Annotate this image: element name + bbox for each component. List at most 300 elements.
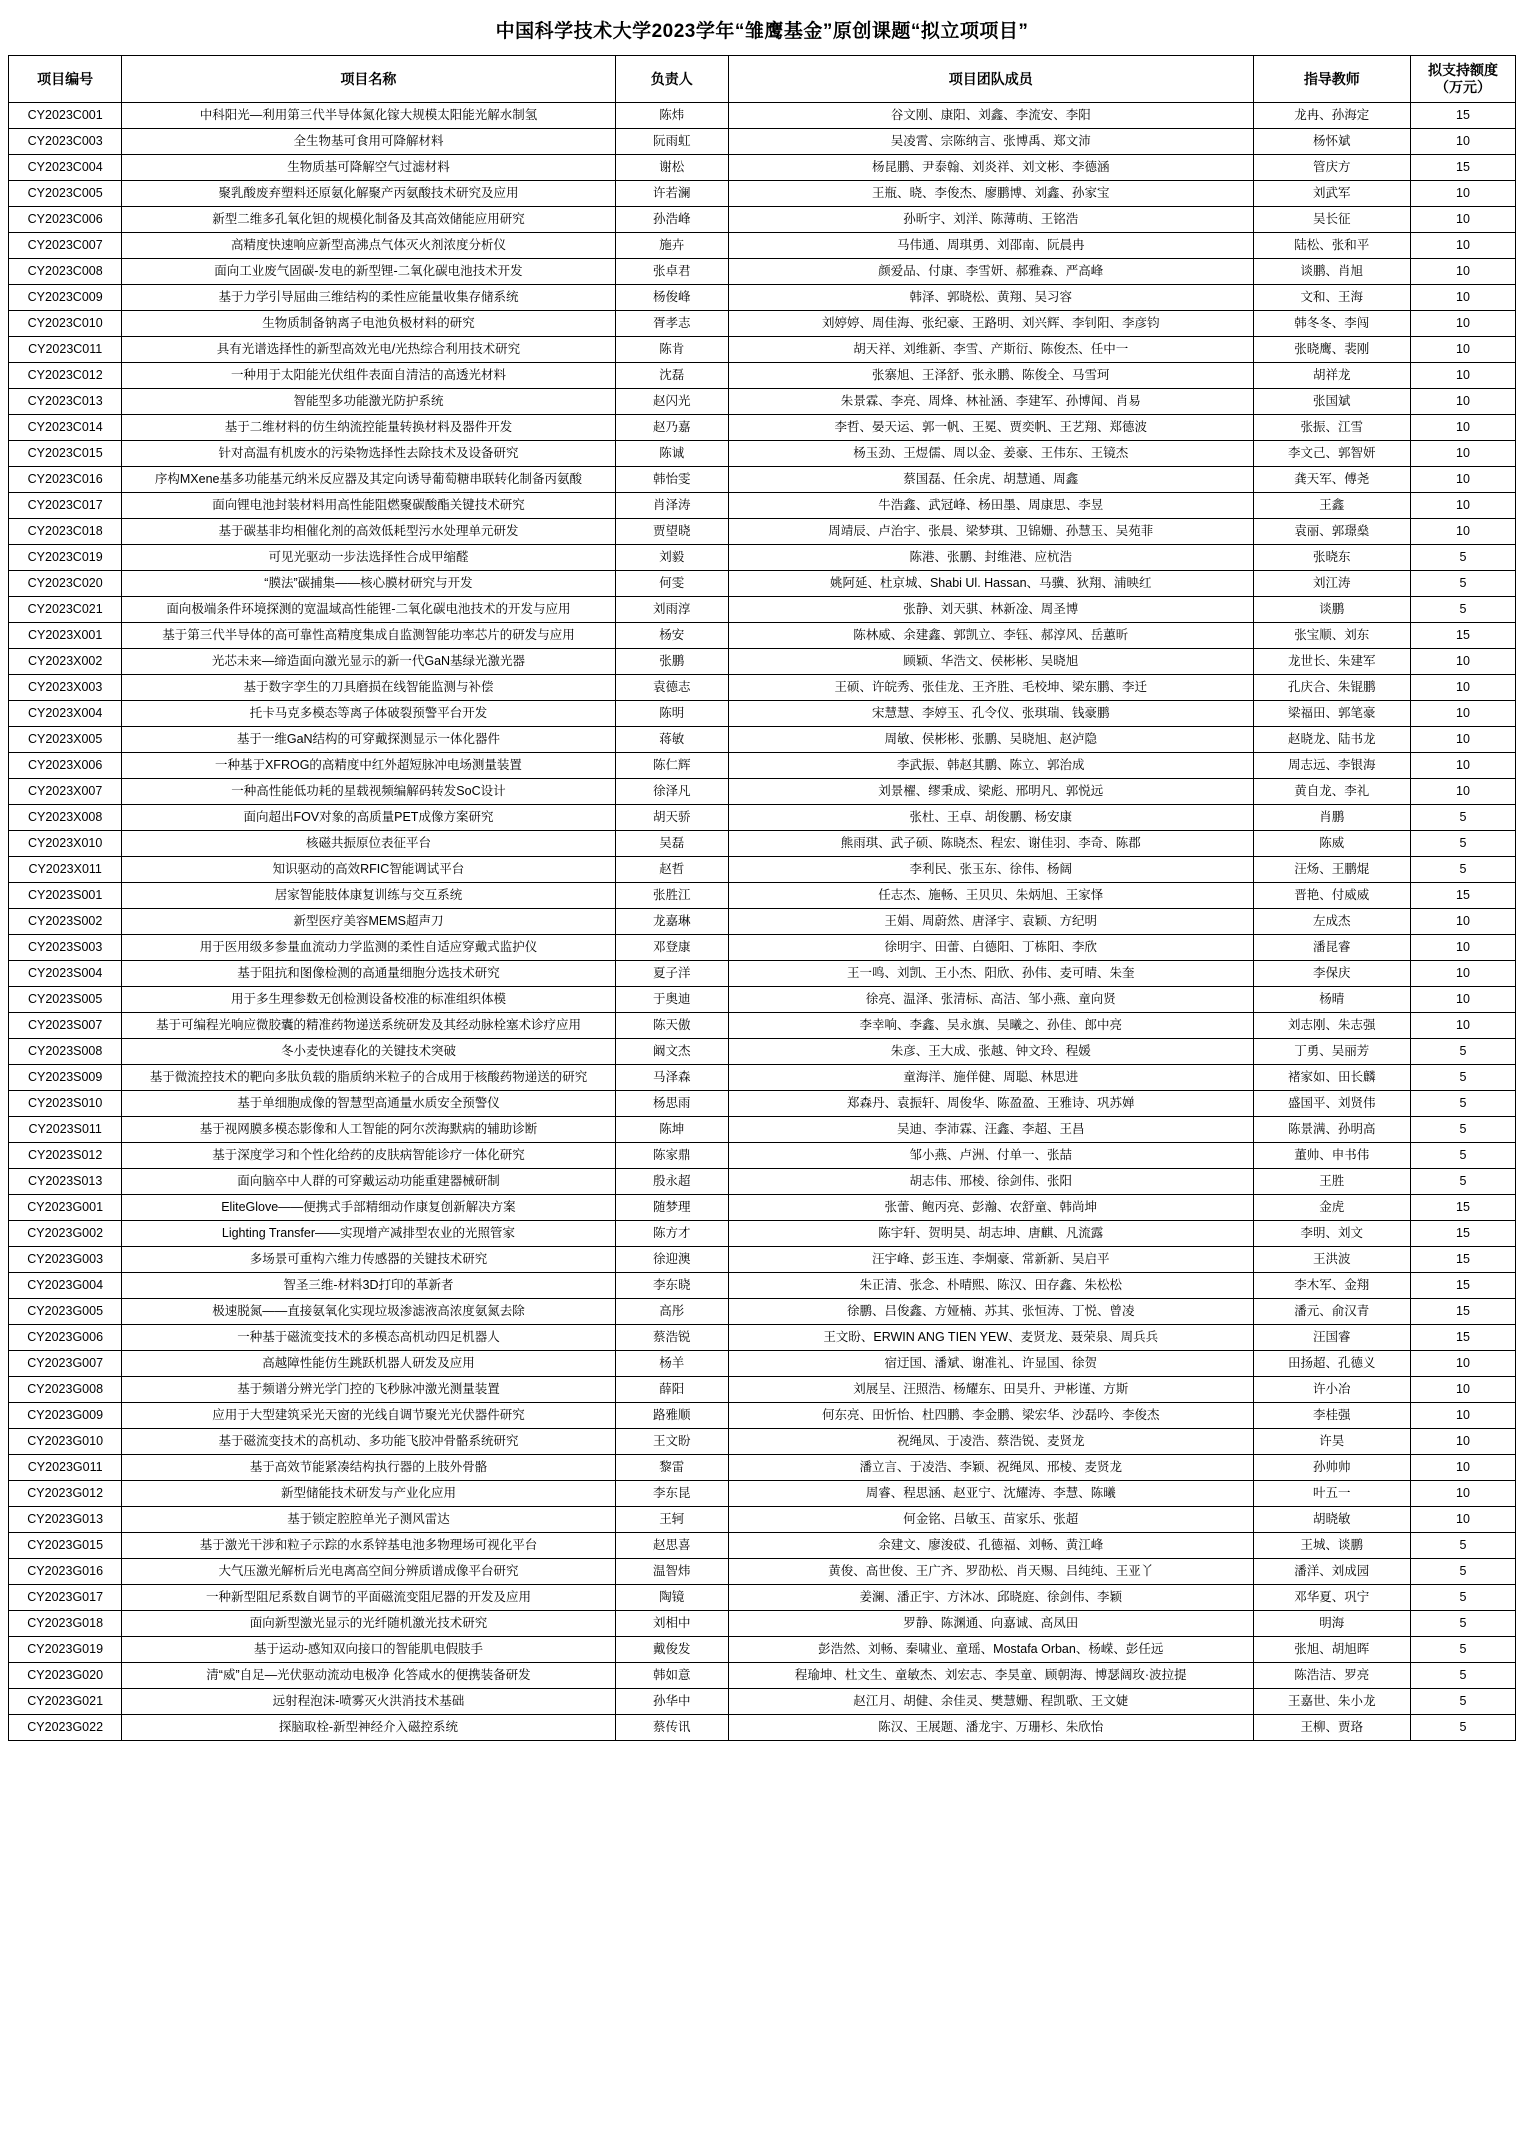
cell-project-mentor: 孙帅帅 [1253,1455,1410,1481]
cell-project-mentor: 左成杰 [1253,909,1410,935]
cell-project-name: 基于一维GaN结构的可穿戴探测显示一体化器件 [122,727,615,753]
cell-project-name: 基于锁定腔腔单光子测风雷达 [122,1507,615,1533]
cell-project-leader: 徐泽凡 [615,779,728,805]
table-row [9,1169,1516,1195]
cell-project-name: 新型二维多孔氧化钽的规模化制备及其高效储能应用研究 [122,207,615,233]
cell-project-team: 彭浩然、刘畅、秦啸业、童瑶、Mostafa Orban、杨嵘、彭任远 [728,1637,1253,1663]
cell-project-fund: 10 [1411,129,1516,155]
cell-project-leader: 陈坤 [615,1117,728,1143]
cell-project-leader: 陈家鼎 [615,1143,728,1169]
cell-project-name: 基于高效节能紧凑结构执行器的上肢外骨骼 [122,1455,615,1481]
cell-project-leader: 刘雨淳 [615,597,728,623]
cell-project-team: 陈宇轩、贺明昊、胡志坤、唐麒、凡流露 [728,1221,1253,1247]
cell-project-mentor: 李明、刘文 [1253,1221,1410,1247]
cell-project-name: 光芯未来—缔造面向激光显示的新一代GaN基绿光激光器 [122,649,615,675]
table-row [9,961,1516,987]
cell-project-leader: 胥孝志 [615,311,728,337]
cell-project-code: CY2023C021 [9,597,122,623]
cell-project-code: CY2023C003 [9,129,122,155]
cell-project-code: CY2023X003 [9,675,122,701]
cell-project-leader: 阚文杰 [615,1039,728,1065]
cell-project-name: 一种基于磁流变技术的多模态高机动四足机器人 [122,1325,615,1351]
cell-project-mentor: 李保庆 [1253,961,1410,987]
cell-project-leader: 陈肯 [615,337,728,363]
cell-project-fund: 15 [1411,1195,1516,1221]
cell-project-mentor: 李木军、金翔 [1253,1273,1410,1299]
cell-project-leader: 韩如意 [615,1663,728,1689]
table-row [9,1325,1516,1351]
cell-project-team: 杨玉劲、王煜儒、周以金、姜豪、王伟东、王镜杰 [728,441,1253,467]
cell-project-mentor: 潘昆睿 [1253,935,1410,961]
cell-project-fund: 5 [1411,1689,1516,1715]
cell-project-team: 吴迪、李沛霖、汪鑫、李超、王昌 [728,1117,1253,1143]
cell-project-name: 针对高温有机废水的污染物选择性去除技术及设备研究 [122,441,615,467]
cell-project-code: CY2023G011 [9,1455,122,1481]
cell-project-fund: 15 [1411,1299,1516,1325]
cell-project-code: CY2023C004 [9,155,122,181]
cell-project-name: 新型医疗美容MEMS超声刀 [122,909,615,935]
cell-project-name: 大气压激光解析后光电离高空间分辨质谱成像平台研究 [122,1559,615,1585]
table-row [9,155,1516,181]
cell-project-team: 徐亮、温泽、张清标、高洁、邹小燕、童向贤 [728,987,1253,1013]
cell-project-code: CY2023G017 [9,1585,122,1611]
cell-project-mentor: 汪国睿 [1253,1325,1410,1351]
cell-project-mentor: 潘元、俞汉青 [1253,1299,1410,1325]
cell-project-team: 陈港、张鹏、封维港、应杭浩 [728,545,1253,571]
table-row [9,597,1516,623]
cell-project-name: 生物质制备钠离子电池负极材料的研究 [122,311,615,337]
cell-project-code: CY2023S010 [9,1091,122,1117]
table-row [9,753,1516,779]
cell-project-leader: 袁德志 [615,675,728,701]
cell-project-name: 核磁共振原位表征平台 [122,831,615,857]
table-row [9,233,1516,259]
cell-project-team: 颜爱品、付康、李雪妍、郝雅森、严高峰 [728,259,1253,285]
cell-project-mentor: 谈鹏、肖旭 [1253,259,1410,285]
cell-project-code: CY2023G016 [9,1559,122,1585]
cell-project-mentor: 肖鹏 [1253,805,1410,831]
cell-project-fund: 5 [1411,1143,1516,1169]
cell-project-code: CY2023X002 [9,649,122,675]
cell-project-name: 居家智能肢体康复训练与交互系统 [122,883,615,909]
table-row [9,779,1516,805]
cell-project-team: 顾颖、华浩文、侯彬彬、吴晓旭 [728,649,1253,675]
cell-project-leader: 沈磊 [615,363,728,389]
cell-project-mentor: 袁丽、郭璟燊 [1253,519,1410,545]
cell-project-name: 基于磁流变技术的高机动、多功能飞胶冲骨骼系统研究 [122,1429,615,1455]
table-row [9,675,1516,701]
table-header [9,56,1516,103]
cell-project-name: 生物质基可降解空气过滤材料 [122,155,615,181]
cell-project-leader: 施卉 [615,233,728,259]
cell-project-code: CY2023C019 [9,545,122,571]
cell-project-code: CY2023C020 [9,571,122,597]
cell-project-leader: 杨思雨 [615,1091,728,1117]
table-row [9,1143,1516,1169]
cell-project-fund: 5 [1411,805,1516,831]
cell-project-code: CY2023X007 [9,779,122,805]
cell-project-leader: 温智炜 [615,1559,728,1585]
cell-project-name: 基于单细胞成像的智慧型高通量水质安全预警仪 [122,1091,615,1117]
table-row [9,909,1516,935]
table-row [9,1507,1516,1533]
cell-project-leader: 杨俊峰 [615,285,728,311]
cell-project-team: 朱彦、王大成、张越、钟文玲、程媛 [728,1039,1253,1065]
cell-project-leader: 谢松 [615,155,728,181]
table-row [9,1689,1516,1715]
cell-project-mentor: 金虎 [1253,1195,1410,1221]
cell-project-fund: 10 [1411,285,1516,311]
cell-project-name: 探脑取栓-新型神经介入磁控系统 [122,1715,615,1741]
cell-project-fund: 15 [1411,155,1516,181]
cell-project-name: 一种用于太阳能光伏组件表面自清洁的高透光材料 [122,363,615,389]
cell-project-team: 牛浩鑫、武冠峰、杨田墨、周康思、李昱 [728,493,1253,519]
cell-project-code: CY2023G001 [9,1195,122,1221]
cell-project-fund: 5 [1411,1039,1516,1065]
cell-project-team: 马伟通、周琪勇、刘邵南、阮晨冉 [728,233,1253,259]
cell-project-fund: 5 [1411,1715,1516,1741]
cell-project-leader: 赵哲 [615,857,728,883]
cell-project-mentor: 李文己、郭智妍 [1253,441,1410,467]
cell-project-mentor: 韩冬冬、李闯 [1253,311,1410,337]
cell-project-name: 面向工业废气固碳-发电的新型锂-二氧化碳电池技术开发 [122,259,615,285]
cell-project-name: 智圣三维-材料3D打印的革新者 [122,1273,615,1299]
cell-project-fund: 10 [1411,961,1516,987]
cell-project-team: 李武振、韩赵其鹏、陈立、郭治成 [728,753,1253,779]
table-row [9,1091,1516,1117]
cell-project-mentor: 王嘉世、朱小龙 [1253,1689,1410,1715]
cell-project-fund: 10 [1411,701,1516,727]
cell-project-fund: 10 [1411,519,1516,545]
cell-project-leader: 刘毅 [615,545,728,571]
cell-project-team: 姜澜、潘正宇、方沐冰、邱晓庭、徐剑伟、李颖 [728,1585,1253,1611]
column-header-name: 项目名称 [122,56,615,103]
table-row [9,519,1516,545]
cell-project-fund: 10 [1411,935,1516,961]
cell-project-mentor: 许昊 [1253,1429,1410,1455]
cell-project-mentor: 张国斌 [1253,389,1410,415]
cell-project-team: 陈林威、余建鑫、郭凯立、李钰、郝淳风、岳蕙昕 [728,623,1253,649]
cell-project-mentor: 叶五一 [1253,1481,1410,1507]
cell-project-team: 张杜、王卓、胡俊鹏、杨安康 [728,805,1253,831]
table-row [9,1403,1516,1429]
table-row [9,571,1516,597]
cell-project-code: CY2023G008 [9,1377,122,1403]
cell-project-leader: 许若澜 [615,181,728,207]
cell-project-leader: 胡天骄 [615,805,728,831]
cell-project-fund: 10 [1411,415,1516,441]
cell-project-team: 李利民、张玉东、徐伟、杨阔 [728,857,1253,883]
cell-project-mentor: 汪炀、王鹏焜 [1253,857,1410,883]
cell-project-mentor: 王鑫 [1253,493,1410,519]
cell-project-mentor: 王胜 [1253,1169,1410,1195]
cell-project-fund: 15 [1411,623,1516,649]
column-header-code: 项目编号 [9,56,122,103]
cell-project-mentor: 张宝顺、刘东 [1253,623,1410,649]
cell-project-code: CY2023C009 [9,285,122,311]
cell-project-code: CY2023S002 [9,909,122,935]
cell-project-team: 宋慧慧、李婷玉、孔令仪、张琪瑞、钱豪鹏 [728,701,1253,727]
cell-project-fund: 10 [1411,337,1516,363]
cell-project-team: 王文盼、ERWIN ANG TIEN YEW、麦贤龙、聂荣泉、周兵兵 [728,1325,1253,1351]
cell-project-code: CY2023C017 [9,493,122,519]
cell-project-leader: 贾望晓 [615,519,728,545]
table-row [9,727,1516,753]
cell-project-name: 基于阻抗和图像检测的高通量细胞分选技术研究 [122,961,615,987]
cell-project-name: 知识驱动的高效RFIC智能调试平台 [122,857,615,883]
cell-project-code: CY2023S003 [9,935,122,961]
column-header-fund [1411,56,1516,103]
cell-project-team: 朱正清、张念、朴晴熙、陈汉、田存鑫、朱松松 [728,1273,1253,1299]
cell-project-mentor: 盛国平、刘贤伟 [1253,1091,1410,1117]
table-row [9,701,1516,727]
cell-project-leader: 杨安 [615,623,728,649]
cell-project-fund: 5 [1411,571,1516,597]
cell-project-mentor: 黄自龙、李礼 [1253,779,1410,805]
cell-project-code: CY2023C018 [9,519,122,545]
cell-project-mentor: 王柳、贾珞 [1253,1715,1410,1741]
cell-project-code: CY2023G010 [9,1429,122,1455]
cell-project-mentor: 李桂强 [1253,1403,1410,1429]
cell-project-name: 托卡马克多模态等离子体破裂预警平台开发 [122,701,615,727]
cell-project-fund: 10 [1411,181,1516,207]
cell-project-name: 基于数字孪生的刀具磨损在线智能监测与补偿 [122,675,615,701]
cell-project-fund: 5 [1411,1169,1516,1195]
cell-project-leader: 王文盼 [615,1429,728,1455]
cell-project-mentor: 胡晓敏 [1253,1507,1410,1533]
cell-project-name: 用于医用级多参量血流动力学监测的柔性自适应穿戴式监护仪 [122,935,615,961]
cell-project-name: 冬小麦快速春化的关键技术突破 [122,1039,615,1065]
cell-project-team: 张蕾、鲍丙亮、彭瀚、农舒童、韩尚坤 [728,1195,1253,1221]
cell-project-name: 基于微流控技术的靶向多肽负载的脂质纳米粒子的合成用于核酸药物递送的研究 [122,1065,615,1091]
cell-project-name: Lighting Transfer——实现增产减排型农业的光照管家 [122,1221,615,1247]
cell-project-mentor: 胡祥龙 [1253,363,1410,389]
table-row [9,1195,1516,1221]
cell-project-fund: 10 [1411,207,1516,233]
cell-project-fund: 5 [1411,597,1516,623]
cell-project-name: 面向超出FOV对象的高质量PET成像方案研究 [122,805,615,831]
cell-project-code: CY2023G006 [9,1325,122,1351]
table-row [9,493,1516,519]
cell-project-leader: 陈天傲 [615,1013,728,1039]
cell-project-code: CY2023X008 [9,805,122,831]
cell-project-fund: 5 [1411,831,1516,857]
cell-project-code: CY2023C011 [9,337,122,363]
table-row [9,1481,1516,1507]
cell-project-fund: 10 [1411,1429,1516,1455]
table-row [9,1429,1516,1455]
table-row [9,207,1516,233]
cell-project-team: 王瓶、晓、李俊杰、廖鹏博、刘鑫、孙家宝 [728,181,1253,207]
cell-project-leader: 吴磊 [615,831,728,857]
cell-project-leader: 蔡传讯 [615,1715,728,1741]
cell-project-mentor: 明海 [1253,1611,1410,1637]
cell-project-leader: 韩怡雯 [615,467,728,493]
cell-project-mentor: 龙世长、朱建军 [1253,649,1410,675]
cell-project-leader: 陶镜 [615,1585,728,1611]
cell-project-leader: 刘相中 [615,1611,728,1637]
table-row [9,1273,1516,1299]
cell-project-fund: 5 [1411,1117,1516,1143]
cell-project-name: 高精度快速响应新型高沸点气体灭火剂浓度分析仪 [122,233,615,259]
cell-project-name: 一种新型阻尼系数自调节的平面磁流变阻尼器的开发及应用 [122,1585,615,1611]
cell-project-name: “膜法”碳捕集——核心膜材研究与开发 [122,571,615,597]
cell-project-code: CY2023G019 [9,1637,122,1663]
cell-project-mentor: 刘江涛 [1253,571,1410,597]
cell-project-fund: 10 [1411,727,1516,753]
cell-project-team: 任志杰、施畅、王贝贝、朱炳旭、王家怿 [728,883,1253,909]
cell-project-fund: 5 [1411,1663,1516,1689]
column-header-leader: 负责人 [615,56,728,103]
cell-project-fund: 10 [1411,467,1516,493]
cell-project-code: CY2023S008 [9,1039,122,1065]
cell-project-name: 智能型多功能激光防护系统 [122,389,615,415]
cell-project-leader: 陈诚 [615,441,728,467]
cell-project-leader: 邓登康 [615,935,728,961]
cell-project-name: 基于碳基非均相催化剂的高效低耗型污水处理单元研发 [122,519,615,545]
cell-project-leader: 随梦理 [615,1195,728,1221]
table-row [9,1039,1516,1065]
cell-project-name: 面向脑卒中人群的可穿戴运动功能重建器械研制 [122,1169,615,1195]
cell-project-leader: 龙嘉琳 [615,909,728,935]
table-row [9,857,1516,883]
cell-project-name: 面向新型激光显示的光纤随机激光技术研究 [122,1611,615,1637]
cell-project-name: EliteGlove——便携式手部精细动作康复创新解决方案 [122,1195,615,1221]
cell-project-team: 赵江月、胡健、余佳灵、樊慧姗、程凯歌、王文婕 [728,1689,1253,1715]
table-row [9,1663,1516,1689]
cell-project-leader: 阮雨虹 [615,129,728,155]
cell-project-mentor: 王城、谈鹏 [1253,1533,1410,1559]
cell-project-leader: 赵闪光 [615,389,728,415]
cell-project-mentor: 杨怀斌 [1253,129,1410,155]
cell-project-team: 熊雨琪、武子硕、陈晓杰、程宏、谢佳羽、李奇、陈郡 [728,831,1253,857]
cell-project-leader: 孙华中 [615,1689,728,1715]
cell-project-leader: 张卓君 [615,259,728,285]
cell-project-fund: 15 [1411,1273,1516,1299]
cell-project-code: CY2023G003 [9,1247,122,1273]
cell-project-team: 王一鸣、刘凯、王小杰、阳欣、孙伟、麦可晴、朱奎 [728,961,1253,987]
table-row [9,1013,1516,1039]
cell-project-team: 刘展呈、汪照浩、杨耀东、田昊升、尹彬谨、方斯 [728,1377,1253,1403]
cell-project-leader: 张胜江 [615,883,728,909]
cell-project-name: 面向锂电池封装材料用高性能阻燃聚碳酸酯关键技术研究 [122,493,615,519]
cell-project-fund: 10 [1411,493,1516,519]
cell-project-team: 杨昆鹏、尹泰翰、刘炎祥、刘文彬、李德涵 [728,155,1253,181]
cell-project-code: CY2023C016 [9,467,122,493]
cell-project-fund: 5 [1411,1611,1516,1637]
cell-project-leader: 于奥迪 [615,987,728,1013]
cell-project-mentor: 周志远、李银海 [1253,753,1410,779]
cell-project-code: CY2023X001 [9,623,122,649]
table-row [9,1065,1516,1091]
cell-project-team: 孙昕宇、刘洋、陈薄萌、王铭浩 [728,207,1253,233]
cell-project-fund: 10 [1411,779,1516,805]
table-row [9,1299,1516,1325]
column-header-team: 项目团队成员 [728,56,1253,103]
cell-project-code: CY2023G015 [9,1533,122,1559]
cell-project-name: 用于多生理参数无创检测设备校准的标准组织体模 [122,987,615,1013]
cell-project-team: 张静、刘天骐、林新凎、周圣博 [728,597,1253,623]
cell-project-leader: 李东晓 [615,1273,728,1299]
cell-project-leader: 蔡浩锐 [615,1325,728,1351]
cell-project-mentor: 孔庆合、朱锟鹏 [1253,675,1410,701]
cell-project-code: CY2023G020 [9,1663,122,1689]
cell-project-code: CY2023G009 [9,1403,122,1429]
cell-project-code: CY2023X004 [9,701,122,727]
table-row [9,805,1516,831]
cell-project-fund: 15 [1411,1221,1516,1247]
cell-project-mentor: 晋艳、付威威 [1253,883,1410,909]
table-row [9,545,1516,571]
cell-project-team: 吴凌霄、宗陈纳言、张博禹、郑文沛 [728,129,1253,155]
cell-project-leader: 马泽森 [615,1065,728,1091]
cell-project-team: 何金铭、吕敏玉、苗家乐、张超 [728,1507,1253,1533]
cell-project-mentor: 陈威 [1253,831,1410,857]
cell-project-mentor: 刘武军 [1253,181,1410,207]
cell-project-code: CY2023S012 [9,1143,122,1169]
cell-project-team: 黄俊、高世俊、王广齐、罗劭松、肖天赐、吕纯纯、王亚丫 [728,1559,1253,1585]
cell-project-team: 周睿、程思涵、赵亚宁、沈耀涛、李慧、陈曦 [728,1481,1253,1507]
cell-project-team: 王硕、许皖秀、张佳龙、王齐胜、毛校坤、梁东鹏、李迁 [728,675,1253,701]
cell-project-leader: 徐迎澳 [615,1247,728,1273]
cell-project-leader: 戴俊发 [615,1637,728,1663]
cell-project-name: 极速脱氮——直接氨氧化实现垃圾渗滤液高浓度氨氮去除 [122,1299,615,1325]
cell-project-mentor: 龙冉、孙海定 [1253,103,1410,129]
cell-project-name: 远射程泡沫-喷雾灭火洪消技术基础 [122,1689,615,1715]
cell-project-fund: 15 [1411,103,1516,129]
cell-project-name: 面向极端条件环境探测的宽温域高性能锂-二氧化碳电池技术的开发与应用 [122,597,615,623]
cell-project-code: CY2023G012 [9,1481,122,1507]
cell-project-leader: 路雅顺 [615,1403,728,1429]
cell-project-name: 序构MXene基多功能基元纳米反应器及其定向诱导葡萄糖串联转化制备丙氨酸 [122,467,615,493]
table-row [9,441,1516,467]
cell-project-mentor: 邓华夏、巩宁 [1253,1585,1410,1611]
cell-project-name: 聚乳酸废弃塑料还原氨化解聚产丙氨酸技术研究及应用 [122,181,615,207]
cell-project-code: CY2023S009 [9,1065,122,1091]
cell-project-code: CY2023G004 [9,1273,122,1299]
table-row [9,129,1516,155]
cell-project-team: 何东亮、田忻怡、杜四鹏、李金鹏、梁宏华、沙磊吟、李俊杰 [728,1403,1253,1429]
cell-project-mentor: 田扬超、孔德义 [1253,1351,1410,1377]
cell-project-fund: 5 [1411,1559,1516,1585]
table-row [9,363,1516,389]
cell-project-name: 具有光谱选择性的新型高效光电/光热综合利用技术研究 [122,337,615,363]
table-row [9,883,1516,909]
cell-project-team: 胡志伟、邢棱、徐剑伟、张阳 [728,1169,1253,1195]
cell-project-team: 王娟、周蔚然、唐泽宇、袁颖、方纪明 [728,909,1253,935]
cell-project-mentor: 谈鹏 [1253,597,1410,623]
cell-project-fund: 10 [1411,909,1516,935]
cell-project-fund: 10 [1411,389,1516,415]
table-row [9,467,1516,493]
cell-project-leader: 黎雷 [615,1455,728,1481]
cell-project-mentor: 褚家如、田长麟 [1253,1065,1410,1091]
cell-project-leader: 高彤 [615,1299,728,1325]
cell-project-leader: 孙浩峰 [615,207,728,233]
cell-project-team: 蔡国磊、任余虎、胡慧通、周鑫 [728,467,1253,493]
cell-project-fund: 10 [1411,675,1516,701]
cell-project-name: 一种高性能低功耗的星载视频编解码转发SoC设计 [122,779,615,805]
table-row [9,389,1516,415]
cell-project-fund: 10 [1411,1507,1516,1533]
cell-project-fund: 5 [1411,1637,1516,1663]
column-header-fund-line1: 拟支持额度 [1428,62,1498,79]
cell-project-code: CY2023X010 [9,831,122,857]
cell-project-fund: 15 [1411,883,1516,909]
cell-project-fund: 10 [1411,987,1516,1013]
table-row [9,285,1516,311]
cell-project-mentor: 管庆方 [1253,155,1410,181]
